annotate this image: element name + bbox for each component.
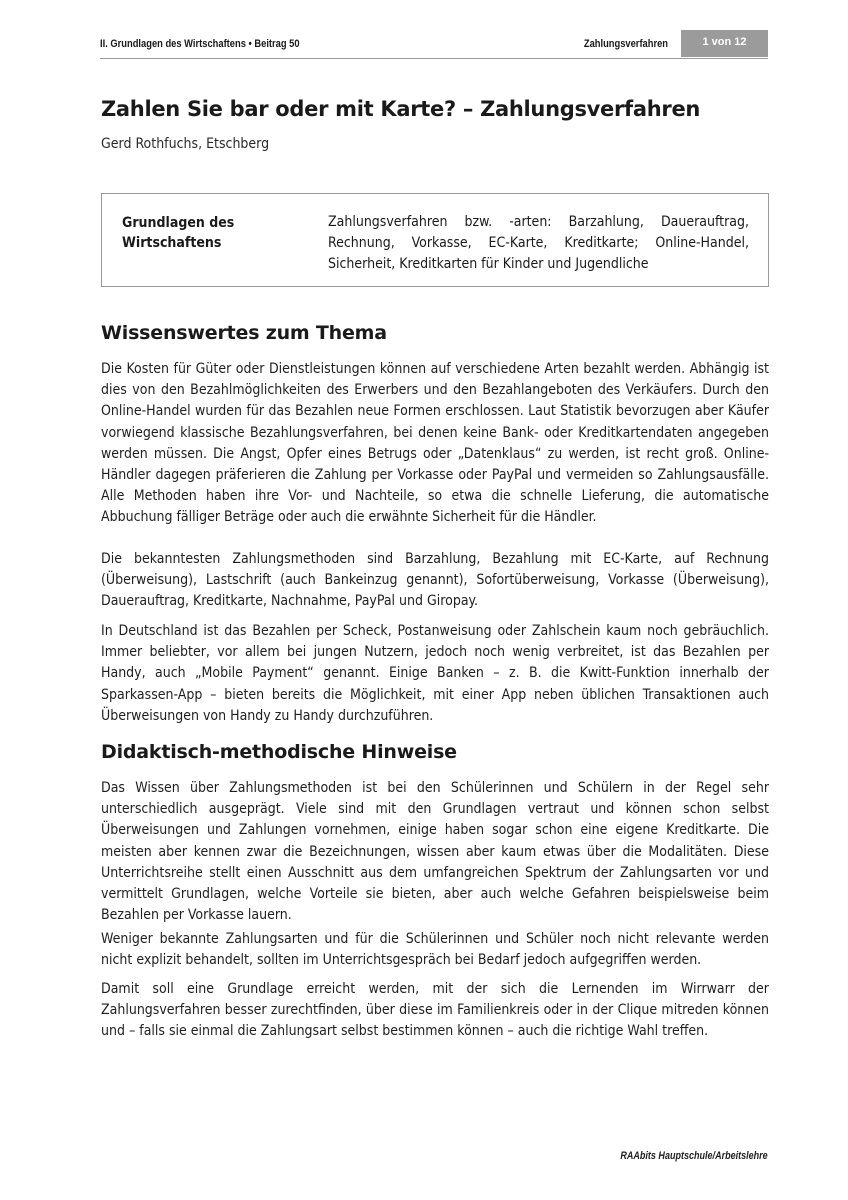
paragraph: Weniger bekannte Zahlungsarten und für die Schülerinnen und Schüler noch nicht relevante werden nicht explizit behandelt, sollten im Unterrichtsgespräch bei Bedarf jedoch aufgegriffen werden. bbox=[101, 931, 769, 969]
infobox-description: Zahlungsverfahren bzw. -arten: Barzahlung, Dauerauftrag, Rechnung, Vorkasse, EC-Karte, Kreditkarte; Online-Handel, Sicherheit, Kreditkarten für Kinder und Jugendliche bbox=[328, 214, 749, 272]
page-indicator: 1 von 12 bbox=[681, 30, 768, 57]
document-title: Zahlen Sie bar oder mit Karte? – Zahlungsverfahren bbox=[101, 97, 701, 121]
paragraph: In Deutschland ist das Bezahlen per Scheck, Postanweisung oder Zahlschein kaum noch gebräuchlich. Immer beliebter, vor allem bei jungen Nutzern, jedoch noch wenig verbreitet, ist das Bezahlen per Handy, auch „Mobile Payment“ genannt. Einige Banken – z. B. die Kwitt-Funktion innerhalb der Sparkassen-App – bieten bereits die Möglichkeit, mit einer App neben üblichen Transaktionen auch Überweisungen von Handy zu Handy durchzuführen. bbox=[101, 623, 769, 724]
infobox-label-line2: Wirtschaftens bbox=[122, 235, 222, 251]
topic-label: Zahlungsverfahren bbox=[583, 38, 668, 50]
author-line: Gerd Rothfuchs, Etschberg bbox=[101, 136, 270, 152]
topic-infobox bbox=[101, 193, 769, 287]
paragraph: Die bekanntesten Zahlungsmethoden sind Barzahlung, Bezahlung mit EC-Karte, auf Rechnung (Überweisung), Lastschrift (auch Bankeinzug genannt), Sofortüberweisung, Vorkasse (Überweisung), Dauerauftrag, Kreditkarte, Nachnahme, PayPal und Giropay. bbox=[101, 551, 769, 610]
paragraph: Das Wissen über Zahlungsmethoden ist bei den Schülerinnen und Schülern in der Regel sehr unterschiedlich ausgeprägt. Viele sind mit den Grundlagen vertraut und können schon selbst Überweisungen und Zahlungen vornehmen, einige haben sogar schon eine eigene Kreditkarte. Die meisten aber kennen zwar die Bezeichnungen, wissen aber kaum etwas über die Modalitäten. Diese Unterrichtsreihe stellt einen Ausschnitt aus dem umfangreichen Spektrum der Zahlungsarten vor und vermittelt Grundlagen, welche Vorteile sie bieten, aber auch welche Gefahren beispielsweise beim Bezahlen per Vorkasse lauern. bbox=[101, 780, 769, 924]
footer-publisher: RAAbits Hauptschule/Arbeitslehre bbox=[620, 1150, 768, 1162]
infobox-label bbox=[122, 213, 234, 253]
section-heading-didaktik: Didaktisch-methodische Hinweise bbox=[101, 741, 457, 763]
paragraph: Die Kosten für Güter oder Dienstleistungen können auf verschiedene Arten bezahlt werden. Abhängig ist dies von den Bezahlmöglichkeiten des Erwerbers und den Bezahlangeboten des Verkäufers. Durch den Online-Handel wurden für das Bezahlen neue Formen erschlossen. Laut Statistik bevorzugen aber Käufer vorwiegend klassische Bezahlungsverfahren, bei denen keine Bank- oder Kreditkartendaten angegeben werden müssen. Die Angst, Opfer eines Betrugs oder „Datenklaus“ zu werden, ist recht groß. Online-Händler dagegen präferieren die Zahlung per Vorkasse oder PayPal und vermeiden so Zahlungsausfälle. Alle Methoden haben ihre Vor- und Nachteile, so etwa die schnelle Lieferung, die automatische Abbuchung fälliger Beträge oder auch die erwähnte Sicherheit für die Händler. bbox=[101, 361, 769, 526]
paragraph: Damit soll eine Grundlage erreicht werden, mit der sich die Lernenden im Wirrwarr der Zahlungsverfahren besser zurechtfinden, über diese im Familienkreis oder in der Clique mitreden können und – falls sie einmal die Zahlungsart selbst bestimmen können – auch die richtige Wahl treffen. bbox=[101, 981, 769, 1040]
running-header bbox=[100, 30, 768, 59]
section-heading-wissenswertes: Wissenswertes zum Thema bbox=[101, 322, 387, 344]
series-label: II. Grundlagen des Wirtschaftens • Beitrag 50 bbox=[100, 38, 300, 50]
infobox-label-line1: Grundlagen des bbox=[122, 215, 235, 231]
